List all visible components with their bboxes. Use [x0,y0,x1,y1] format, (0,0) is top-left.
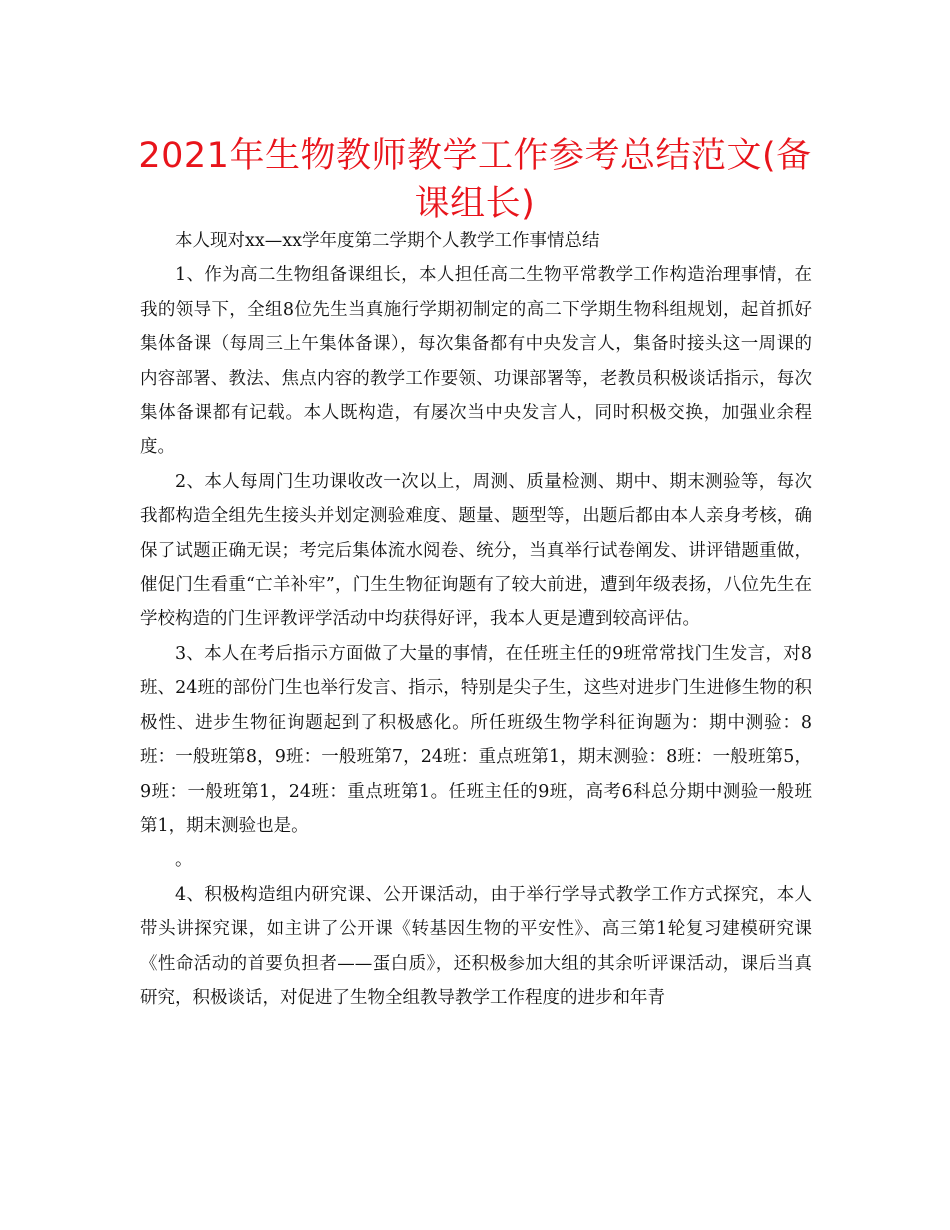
paragraph-2: 2、本人每周门生功课收改一次以上，周测、质量检测、期中、期末测验等，每次我都构造全组先生接头并划定测验难度、题量、题型等，出题后都由本人亲身考核，确保了试题正确无误；考完后集体流水阅卷、统分，当真举行试卷阐发、讲评错题重做，催促门生看重“亡羊补牢”，门生生物征询题有了较大前进，遭到年级表扬，八位先生在学校构造的门生评教评学活动中均获得好评，我本人更是遭到较高评估。 [140,471,812,630]
document-title: 2021年生物教师教学工作参考总结范文(备课组长) [138,136,812,224]
paragraph-1: 1、作为高二生物组备课组长，本人担任高二生物平常教学工作构造治理事情，在我的领导下，全组8位先生当真施行学期初制定的高二下学期生物科组规划，起首抓好集体备课（每周三上午集体备课），每次集备都有中央发言人，集备时接头这一周课的内容部署、教法、焦点内容的教学工作要领、功课部署等，老教员积极谈话指示，每次集体备课都有记载。本人既构造，有屡次当中央发言人，同时积极交换，加强业余程度。 [140,265,812,458]
paragraph-3: 3、本人在考后指示方面做了大量的事情，在任班主任的9班常常找门生发言，对8班、24班的部份门生也举行发言、指示，特别是尖子生，这些对进步门生进修生物的积极性、进步生物征询题起到了积极感化。所任班级生物学科征询题为：期中测验：8班：一般班第8，9班：一般班第7，24班：重点班第1，期末测验：8班：一般班第5，9班：一般班第1，24班：重点班第1。任班主任的9班，高考6科总分期中测验一般班第1，期末测验也是。 [140,643,812,836]
stray-period: 。 [175,850,193,871]
document-body [140,224,812,1015]
intro-paragraph: 本人现对xx—xx学年度第二学期个人教学工作事情总结 [175,231,600,251]
paragraph-4: 4、积极构造组内研究课、公开课活动，由于举行学导式教学工作方式探究，本人带头讲探究课，如主讲了公开课《转基因生物的平安性》、高三第1轮复习建模研究课《性命活动的首要负担者——蛋白质》，还积极参加大组的其余听评课活动，课后当真研究，积极谈话，对促进了生物全组教导教学工作程度的进步和年青 [140,884,812,1008]
